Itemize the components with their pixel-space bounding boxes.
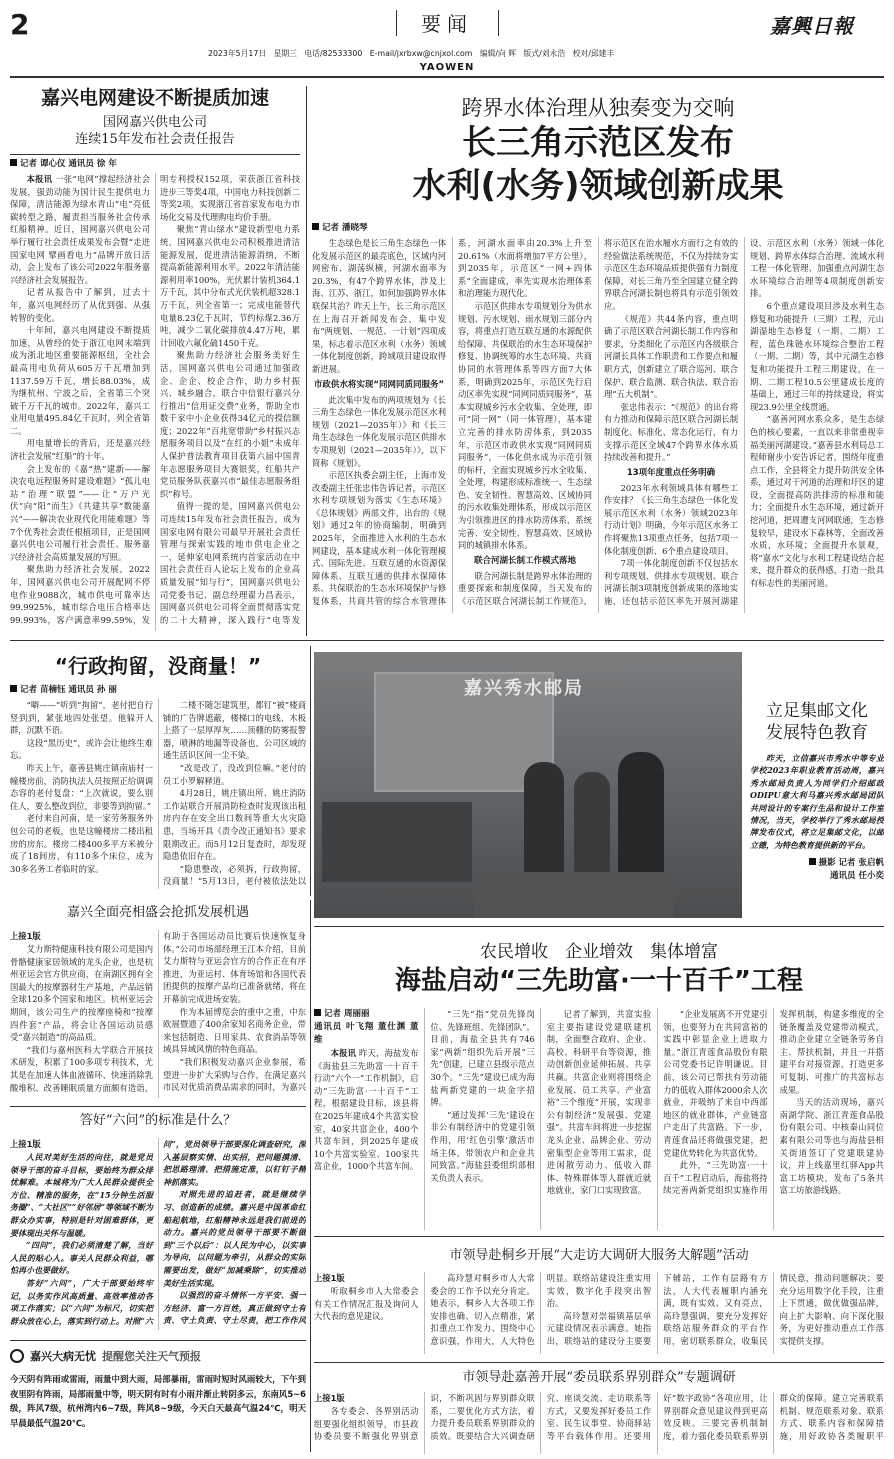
continued-label: 上接1版 [314,1393,345,1403]
issue-date: 2023年5月17日 [208,49,267,58]
article-byline: 记者 周丽丽 [314,1008,418,1021]
photo-caption: 昨天，立信嘉兴市秀水中等专业学校2023年职业教育活动周，嘉兴秀水邮局负责人为同学们介绍邮政ODIPU意大利马嘉兴秀水邮局团队共同设计的专案行生品和设计工作室情况，当天，学校举行了秀水邮局授牌发布仪式，将立足集邮文化，以邮立德，为特色教育提供新的平台。 [750,753,884,850]
article-body: 本报讯 一张“电网”撑起经济社会发展，强劲动能为国计民生提供电力保障，清洁能源为绿水青山“电”亮低碳转型之路，履责担当服务社会传承红船精神。近日，国网嘉兴供电公司举行履行社会责任成果发布会暨“走进国家电网 擘画看电力”品牌开放日活动，会上发布了该公司2022年服务嘉兴经济社会发展报告。 记者从报告中了解到，过去十年，嘉兴电网经历了从优到强、从强转智的变化。 十年间，嘉兴电网建设不断提质加速，从曾经的处于浙江电网末端到成为浙北地区重要能源枢纽，全社会最高用电负荷从605万千瓦增加到1137.59万千瓦，增长88.03%，成为继杭州、宁波之后，全省第三个突破千万千瓦的城市。2022年，嘉兴工业用电量495.84亿千瓦时，列全省第二。 用电量增长的背后，还是嘉兴经济社会发展“红船”的十年。 会上发布的《嘉“热”建新——解决农电远程服务时建设难题》“孤儿电站”治理“联盟”——让“万户光伏”向“阳”而生》《共建共享“数能嘉兴”——解决农业现代化用能难题》等7个优秀社会责任根植项目，正是国网嘉兴供电公司履行社会责任、服务嘉兴经济社会高质量发展的写照。 聚焦助力经济社会发展，2022年，国网嘉兴供电公司开展配网不停电作业9088次，城市供电可靠率达99.9925%，城市综合电压合格率达99.993%，客户满意率99.59%，发明专利授权152项，荣获浙江省科技进步三等奖4项，中国电力科技创新二等奖2项，实现浙江省首家发布电力市场化交易及代理购电均价手册。 聚焦“青山绿水”建设新型电力系统，国网嘉兴供电公司积极推进清洁能源发展，促进清洁能源消纳，不断提高新能源利用水平。2022年清洁能源利用率100%，光伏累计装机364.1万千瓦，其中分布式光伏装机超328.1万千瓦，列全省第一；完成电能替代电量8.23亿千瓦时，节约标煤2.36万吨，减少二氧化碳排放4.47万吨，累计回收六氟化硫1450千克。 聚焦助力经济社会服务美好生活，国网嘉兴供电公司通过加强政企、企企、校企合作，助力乡村振兴、城乡融合，联合中信银行嘉兴分行推出“信用证交费”业务，帮助全市数千家中小企业获得34亿元的授信额度；2022年“百兆宽带助”乡村振兴志愿服务项目以及“在红的小姐”未成年人保护普法教育项目获第六届中国青年志愿服务项目大赛银奖，红船共产党员服务队获嘉兴市“最佳志愿服务组织”称号。 值得一提的是，国网嘉兴供电公司连续15年发布社会责任报告，成为国家电网有限公司最早开展社会责任管理与探索实践的地市供电企业之一，延伸家电网系统内首家活动在中国社会责任百人论坛上发布的企业高质量发展“知与行”，国网嘉兴供电公司党委书记、副总经理翟力昌表示，国网嘉兴供电公司将全面贯彻落实党的二十大精神，深入践行“电等发 [10,174,300,625]
section-title: 要闻 [421,12,473,36]
photo-shelf [322,802,472,882]
article-byline: 记者 谭心仪 通讯员 徐 年 [10,154,300,171]
news-photo [314,652,742,918]
article-body: “噼——”听到“拘留”，老付把自行竖到到，紧张地四处张望。他躲开人群，沉默不语。 这段“黑历史”，或许会让他终生难忘。 昨天上午，嘉善县姚庄镇南庙村一幢楼房前，消防执法人员按照正给调调态容的老付复盘：“上次就说，要么别住人，要么整改到位，非要等到拘留。” 老付来自河南，是一家劳务服务外包公司的老板，也是这幢楼房二楼出租房的房东。楼房二楼400多平方米被分成了18间房，有110多个床位，成为30多名务工者临时的家。 二楼不随怎建筑里，都钉“被”楼商铺的广告牌遮蔽，楼梯口的电线、木板上搭了一层厚厚灰……顶棚的防雾报警器，喷淋的地漏等设备也，公司区域的通生活识区间一尘不染。 “改是改了，没改到位嘛。”老付的员工小罗解释道。 4月28日，姚庄镇出所、姚庄消防工作站联合开展消防检查时发现该出租房内存在安全出口数间等重大火灾隐患，当场开具《责令改正通知书》要求限期改正。而5月12日复查时，却发现隐患依旧存在。 “隐患整改，必须拆，行政拘留，没商量！”5月13日，老付被依法处以 [10,700,306,887]
article-subhead: 连续15年发布社会责任报告 [75,132,235,147]
weather-banner [10,1346,306,1366]
photo-feature-text [750,700,884,883]
photo-sign: 嘉兴秀水邮局 [464,678,584,699]
horizontal-rule [314,1236,884,1237]
article-headline: 市领导赴嘉善开展“委员联系界别群众”专题调研 [462,1370,736,1385]
newspaper-logo: 嘉興日報 [770,14,854,38]
issue-weekday: 星期三 [273,49,297,58]
photo-credit: 通讯员 任小奕 [830,871,884,882]
feature-headline: 立足集邮文化 [766,701,868,721]
editor: 编辑/向 辉 [479,49,517,58]
article-body: 上接1版 艾力斯特健康科技有限公司是国内骨骼健康家居领域的龙头企业，也是杭州亚运会官方供应商，在南湖区拥有全国最大的按摩器材生产基地，产品远销全球120多个国家和地区。杭州亚运会期间，该公司生产的按摩座椅和“按摩四件套”产品，将会让各国运动员感受“嘉兴制造”的高品质。 “我们与嘉州医科大学联合开展技术研发，积累了100多项专利技术，尤其是在加速人体血液循环、快速消除乳酸堆积、改善睡眠质量方面颇有造诣，有助于各国运动员比赛后快速恢复身体。”公司市场部经理王江本介绍，目前艾力斯特与亚运会官方的合作正在有序推进，为亚运村、体育场馆和各国代表团提供的按摩产品均已准备就绪，将在开幕前完成进场安装。 作为本届博览会的重中之重，中东欧展暨遗了400余家知名商务企业，带来包括制造、日用家具、农食消品等领域具异域风情的特色商品。 “我们积极发动嘉兴企业参展，希望进一步扩大采购与合作，在满足嘉兴市民对优质消费品需求的同时，为嘉兴 [10,931,306,1093]
article-subhead: 13项年度重点任务明确 [626,467,716,478]
article-headline: 嘉兴电网建设不断提质加速 [40,87,269,109]
horizontal-rule [314,926,884,927]
article-byline: 通讯员 叶飞翔 董仕渊 董 维 [314,1022,419,1045]
continued-label: 上接1版 [10,931,41,941]
section-pinyin: YAOWEN [419,62,475,73]
article-byline: 记者 潘晓琴 [312,222,884,235]
article-kicker: 跨界水体治理从独奏变为交响 [461,96,735,120]
continued-label: 上接1版 [314,1273,345,1283]
phone: 电话/82533300 [304,49,363,58]
article-six-questions [10,1112,306,1334]
horizontal-rule [10,1340,306,1341]
article-subhead: 联合河湖长制工作模式落地 [473,555,576,566]
article-headline: 市领导赴桐乡开展“大走访大调研大服务大解题”活动 [449,1248,749,1263]
horizontal-rule [314,1362,884,1363]
article-headline: 嘉兴全面亮相盛会抢抓发展机遇 [66,905,249,920]
weather-logo: 嘉兴大病无忧 [30,1350,96,1363]
horizontal-rule [10,1106,306,1107]
proofreader: 校对/邱建丰 [572,49,615,58]
column-divider [310,900,311,1452]
photo-table [474,872,674,918]
article-jiashan [314,1366,884,1456]
article-body: 上接1版 人民对美好生活的向往，就是党员领导干部的奋斗目标，要始终为群众排忧解难。本城将为广大人民群众提供全方位、精准的服务，在“15分钟生活服务圈”、“大社区”“好邻居”等领域不断为群众办实事，特别是针对困难群体，更要体现出关怀与温暖。 “四问”，我们必须清楚了解，当好人民的贴心人。事关人民群众利益，哪怕再小也要做好。 答好“六问”，广大干部要始终牢记，以务实作风高质量、高效率推动各项工作落实；以“六问”为标尺，切实把群众放在心上，落实到行动上。对照“六问”，党员领导干部要深化调查研究，深入基层察实情、出实招，把问题摸清、把思路理清、把措施定准，以钉钉子精神抓落实。 对照先进的追赶者，就是继续学习、创造新的成绩。嘉兴是中国革命红船起航地，红船精神永远是我们前进的动力。嘉兴的党员领导干部要不断做到“三个以后”：以人民为中心，以实事为导向，以问题为牵引，从群众的实际需要出发，做好“加减乘除”，切实推动美好生活实现。 以强烈的奋斗情怀一方平安、强一方经济、富一方百姓，真正做到守土有责、守土负责、守土尽责，把工作作风 [10,1139,306,1326]
weather-text: 今天阴有阵雨或雷雨，雨量中到大雨，局部暴雨，雷雨时短时风雨较大，下午到夜里阴有阵雨，局部雨量中等，明天阴有时有小雨并渐止转阴多云，东南风5~6级，阵风7级，杭州湾内6~7级，阵风8~9级，今天白天最高气温24℃，明天早晨最低气温20℃。 [10,1374,306,1428]
article-body: 生态绿色是长三角生态绿色一体化发展示范区的最亮底色，区域内河网密布、湖荡纵横，河湖水面率为20.3%，有47个跨界水体，涉及上海、江苏、浙江，如何加强跨界水体联保共治？昨天上午，长三角示范区在上海召开新闻发布会，集中发布“两规划、一规范、一计划”四项成果，标志着示范区水利（水务）领域一体化制度创新，跨域项目建设取得新进展。 市政供水将实现“同网同质同服务” 此次集中发布的两项规划为《长三角生态绿色一体化发展示范区水利规划（2021—2035年）》和《长三角生态绿色一体化发展示范区供排水专项规划（2021—2035年）》，以下简称《规划》。 示范区执委会副主任，上海市发改委副主任张忠伟告诉记者，示范区水利专项规划为落实《生态环境》《总体规划》两部文件，出台的《规划》通过2年的协商编制，明确到2025年，全面推进入水利的生态水网建设，基本建成水利一体化管理模式、国际先进、互联互通的水资源保障体系、互联互通的供排水保障体系、共保联治的生态水环境保护与修复体系，共商共管的综合水管理体系，河湖水面率由20.3%上升至20.61%（水面将增加7平方公里），到2035年，示范区“一网+四体系”全面建成，率先实现水治理体系和治理能力现代化。 示范区供排水专项规划分为供水规划、污水规划、雨水规划三部分内容，将重点打造互联互通的水源配供给保障、共保联治的水生态环境保护修复、协调统筹的水生态环境、共商协同的水管理体系等四方面7大体系，明确到2025年，示范区先行启动区率先实现“同网同质同服务”，基本实现城乡污水全收集、全处理，即可“同一网”（同一体管理），基本建立完善的排水防涝体系，到2035年，示范区市政供水实现“同网同质同服务”，一体化供水成为示范引领的标杆，全面实现城乡污水全收集、全处理，构建形成标准统一、生态绿色、安全韧性、智慧高效、区域协同的污水收集处理体系，形成以示范区为引领推进区的排水防涝体系，系统完善、安全韧性、智慧高效、区域协同的城镇排水体系。 联合河湖长制工作模式落地 联合河湖长制是跨界水体治理的重要探索和制度保障，当天发布的《示范区联合河湖长制工作规范》，将示范区在治水履水方面行之有效的经验做法系统规范，不仅为持续夯实示范区生态环境品质提供强有力制度保障，对长三角乃至全国建立健全跨界联合河湖长制也将具有示范引领效应。 《规范》共44条内容，重点明确了示范区联合河湖长制工作内容和要求，分类细化了示范区内各级联合河湖长具体工作职责和工作要点和履职方式，创新建立了联合巡河、联合保护、联合监测、联合执法、联合治理“五大机制”。 张忠伟表示：“《规范》的出台将有力推动和保障示范区联合河湖长制制度化、标准化、常态化运行，有力支撑示范区全域47个跨界水体水质持续改善和提升。” 13项年度重点任务明确 2023年水利领域具体有哪些工作安排？《长三角生态绿色一体化发展示范区水利（水务）领域2023年行动计划》明确，今年示范区水务工作将聚焦13项重点任务，包括7项一体化制度创新、6个重点建设项目。 7项一体化制度创新不仅包括水利专项规划、供排水专项规划、联合河湖长制3项制度创新成果的落地实施，还包括示范区率先开展河湖建设、示范区水利（水务）领域一体化规划、跨界水体综合治理、流域水利工程一体化管理、加强重点河湖生态水环境综合治理等4项制度创新安排。 6个重点建设项目涉及水利生态修复和功能提升（三期）工程，元山湖湿地生态修复（一期、二期）工程，蓝色珠链水环境综合整治工程（一期、二期）等，其中元湖生态修复和功能提升工程三期建设，在一期、二期工程10.5公里建成长度的基础上，通过三年的持续建设，将实现23.9公里全线贯通。 “嘉善河网水系众多，是生态绿色的核心要素，一直以来非常重视幸福美丽河湖建设。”嘉善县水利局总工程师谢步小安告诉记者，围绕年度重点工作，全县将全力提升防洪安全体系，通过对干河道的治理和圩区的建设，全面提高防洪排涝的标准和能力；全面提升水生态环境，通过新开挖河道，把周遭支河网联通，生态修复较早，建设水下森林等，全面改善水质，水环境；全面提升水景观，将“嘉水”文化与水利工程建设结合起来，提升群众的获得感，打造一批具有标志性的美丽河道。 [312,238,884,607]
article-expo [10,904,306,1100]
article-subhead: 国网嘉兴供电公司 [102,115,207,130]
section-divider-right [498,10,499,36]
weather-box [10,1346,306,1452]
article-detention [10,646,306,896]
feature-headline: 发展特色教育 [766,723,868,743]
section-divider-left [396,10,397,36]
weather-logo-icon [10,1349,24,1363]
continued-label: 上接1版 [10,1139,41,1149]
article-headline: “行政拘留，没商量！” [54,654,262,678]
column-divider [306,86,307,636]
article-power-grid [10,86,300,634]
designer: 版式/刘永浩 [523,49,566,58]
article-body: 上接1版 听取桐乡市人大常委会有关工作情况汇报及询问人大代表的意见建议。 高玲慧对桐乡市人大常委会的工作予以充分肯定。她表示，桐乡人大各项工作安排也确、切入点精准，紧扣重点工作发力、围绕中心意识强，作用大，人大特色明显。联络站建设注重实用实效，数字化手段突出智治。 高玲慧对崇福镇基层单元建设情况表示满意。她指出，联络站的建设分主要要下辅站，工作有层路有方法，人大代表履职内涵充满，既有实效、又有亮点，高玲慧强调，要充分发挥好联络站服务群众的平台作用，密切联系群众，收集民情民意，推动问题解决；要充分运用数字化手段，注重上下贯通，做优做强品牌，向上扩大影响、向下深化服务，为更好推动重点工作落实提供支撑。 [314,1273,884,1346]
column-divider [310,646,311,896]
article-tongxiang [314,1242,884,1358]
article-body: 记者 周丽丽 通讯员 叶飞翔 董仕渊 董 维 本报讯 昨天，海盐发布《海盐县三先助富一十百千行动“六个一”工作机制》，启动“三先助富·一十百千”工程，根据建设目标，该县将在2025年建成4个共富实验室，40家共富企业，400个共富车间，到2025年建成10个共富实验室、100家共富企业，1000个共富车间。 “三先”指“党员先锋岗位、先锋班组、先锋团队”。目前，海盐全县共有746家“两新”组织先后开展“三先”创建，已建立县级示范点30个。“三先”建设已成为海盐两新党建的一块金字招牌。 “通过发挥‘三先’建设在非公有制经济中的党建引领作用，用‘红色引擎’激活市场主体，带领农户和企业共同致富。”海盐县委组织部相关负责人表示。 记者了解到，共富实验室主要指建设党建联建机制，全面整合政府、企业、高校、科研平台等资源，推动创新创业延伸拓展、共享共赢。共富企业则将围绕企业发展、员工共享、产业富裕“三个维度”开展，实现非公有制经济“发展强、党建强”。共富车间将进一步挖掘龙头企业、品牌企业、劳动密集型企业等用工需求，促进闲散劳动力、低收入群体、特殊群体等人群就近就地就业，家门口实现致富。 “企业发展离不开党建引领，也要努力在共同富裕的实践中彰显企业上进取力量。”浙江青莲食品股份有限公司党委书记许明谦说。目前，该公司已帮扶有劳动能力的低收入群体2000余人次就业，并吸纳了来自中西部地区的就业群体，产业链富户走出了共富路。下一步，青莲食品还将做强党建，把党建优势转化为共富优势。 此外，“三先助富·一十百千”工程启动后，海盐将持续完善两新党组织实施作用发挥机制，构建多维度的全链条覆盖及党建带动模式，推动企业建立全链条劳务自主、帮扶机制，并且一并搭建平台对接资源，打造更多可复制、可推广的共富标志成果。 当天的活动现场，嘉兴南湖学院、浙江青莲食品股份有限公司、中核秦山同位素有限公司等也与海盐县相关街道签订了党建联建协议，并上线嘉里红驿App共富工坊模块，发布了5条共富工坊旅游线路。 [314,1009,884,1196]
article-kicker: 农民增收 企业增效 集体增富 [480,942,718,962]
weather-tagline: 提醒您关注天气预报 [102,1350,201,1363]
masthead-info-line [208,48,688,59]
article-subhead: 市政供水将实现“同网同质同服务” [313,379,445,390]
article-body: 上接1版 各专委会、各界别活动组要强化组织领导，市县政协委员要不断强化界别意识，不断巩固与界别群众联系，二要优化方式方法，着力提升委员联系界别群众的质效。既要结合大兴调查研究、座谈交流、走访联系等方式，又要发挥好委员工作室、民生议事堂、协商驿站等平台载体作用。还要用好“数字政协”各项应用，让界别群众意见建议得到更高效反映。三要完善机制制度，着力强化委员联系界别群众的保障。建立完善联系机制、规范联系对象、联系方式、联系内容和保障措施，用好政协各类履职平 [314,1393,884,1442]
article-headline-line2: 水利(水务)领域创新成果 [412,166,784,206]
article-headline: 答好“六问”的标准是什么？ [79,1113,237,1128]
article-haiyan [314,932,884,1232]
horizontal-rule [10,640,884,641]
masthead-rule [10,76,884,78]
page-number: 2 [10,8,30,41]
email: E-mail/jxrbxw@cnjxol.com [369,49,473,58]
article-yangtze-delta [312,82,884,638]
article-headline-line1: 长三角示范区发布 [462,123,734,163]
article-headline: 海盐启动“三先助富·一十百千”工程 [394,966,804,996]
photo-credit: 摄影 记者 张启帆 [750,857,884,870]
article-byline: 记者 苗楠钰 通讯员 孙 丽 [10,684,306,697]
